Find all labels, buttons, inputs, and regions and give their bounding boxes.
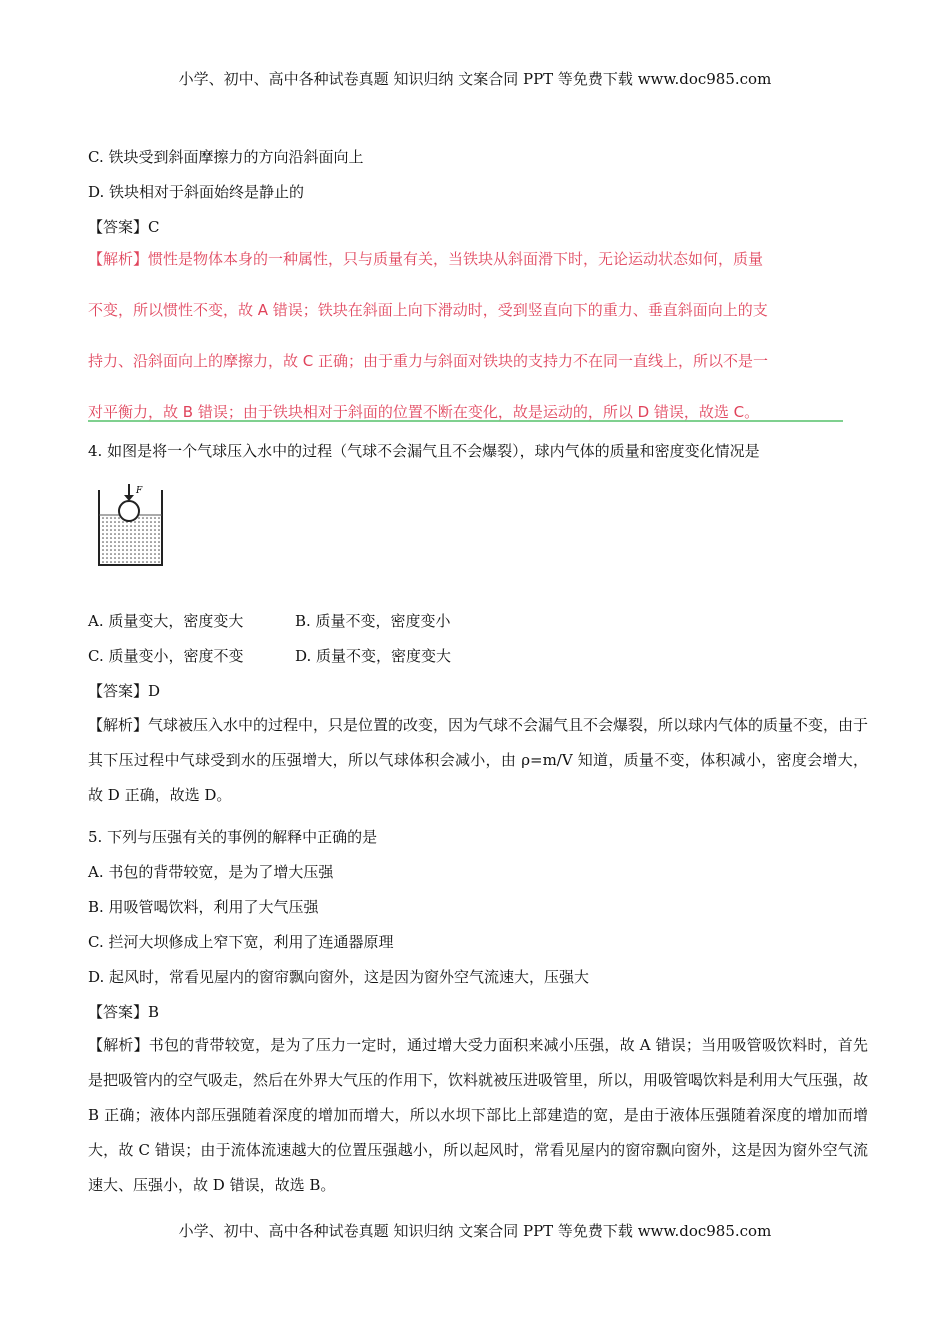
q5-answer: 【答案】B (88, 1003, 160, 1021)
q4-stem: 4. 如图是将一个气球压入水中的过程（气球不会漏气且不会爆裂），球内气体的质量和密度变化情况是 (88, 442, 760, 460)
page-header: 小学、初中、高中各种试卷真题 知识归纳 文案合同 PPT 等免费下载 www.doc985.com (178, 70, 772, 88)
q3-analysis-line: 持力、沿斜面向上的摩擦力，故 C 正确；由于重力与斜面对铁块的支持力不在同一直线上，所以不是一 (88, 352, 769, 370)
q3-option-c: C. 铁块受到斜面摩擦力的方向沿斜面向上 (88, 148, 364, 166)
balloon (119, 501, 139, 521)
q5-option-c: C. 拦河大坝修成上窄下宽，利用了连通器原理 (88, 933, 394, 951)
q4-option-b: B. 质量不变，密度变小 (295, 612, 451, 630)
q4-option-a: A. 质量变大，密度变大 (88, 612, 244, 630)
balloon-water-figure (96, 482, 166, 572)
force-arrowhead (124, 495, 134, 501)
q5-analysis: 【解析】书包的背带较宽，是为了压力一定时，通过增大受力面积来减小压强，故 A 错误；当用吸管吸饮料时，首先是把吸管内的空气吸走，然后在外界大气压的作用下，饮料就被压进吸管里，所以，用吸管喝饮料是利用大气压强，故 B 正确；液体内部压强随着深度的增加而增大，所以水坝下部比上部建造的宽，是由于液体压强随着深度的增加而增大，故 C 错误；由于流体流速越大的位置压强越小，所以起风时，常看见屋内的窗帘飘向窗外，这是因为窗外空气流速大、压强小，故 D 错误，故选 B。 (88, 1036, 869, 1194)
q5-option-b: B. 用吸管喝饮料，利用了大气压强 (88, 898, 319, 916)
q4-option-c: C. 质量变小，密度不变 (88, 647, 244, 665)
q5-option-a: A. 书包的背带较宽，是为了增大压强 (88, 863, 334, 881)
q4-option-d: D. 质量不变，密度变大 (295, 647, 452, 665)
q3-analysis-box (88, 240, 843, 422)
q3-option-d: D. 铁块相对于斜面始终是静止的 (88, 183, 305, 201)
q3-analysis-line: 不变，所以惯性不变，故 A 错误；铁块在斜面上向下滑动时，受到竖直向下的重力、垂直斜面向上的支 (88, 301, 768, 319)
q4-analysis: 【解析】气球被压入水中的过程中，只是位置的改变，因为气球不会漏气且不会爆裂，所以球内气体的质量不变，由于其下压过程中气球受到水的压强增大，所以气球体积会减小，由 ρ=m/V 知道，质量不变，体积减小，密度会增大，故 D 正确，故选 D。 (88, 716, 869, 804)
q4-answer: 【答案】D (88, 682, 161, 700)
q5-option-d: D. 起风时，常看见屋内的窗帘飘向窗外，这是因为窗外空气流速大，压强大 (88, 968, 590, 986)
q5-stem: 5. 下列与压强有关的事例的解释中正确的是 (88, 828, 378, 846)
q3-analysis-line: 对平衡力，故 B 错误；由于铁块相对于斜面的位置不断在变化，故是运动的，所以 D 错误，故选 C。 (88, 403, 760, 421)
force-label: F (136, 486, 143, 496)
q3-answer: 【答案】C (88, 218, 160, 236)
page-footer: 小学、初中、高中各种试卷真题 知识归纳 文案合同 PPT 等免费下载 www.doc985.com (178, 1222, 772, 1240)
water-dots (102, 517, 160, 563)
q3-analysis-line: 【解析】惯性是物体本身的一种属性，只与质量有关，当铁块从斜面滑下时，无论运动状态如何，质量 (88, 250, 764, 268)
